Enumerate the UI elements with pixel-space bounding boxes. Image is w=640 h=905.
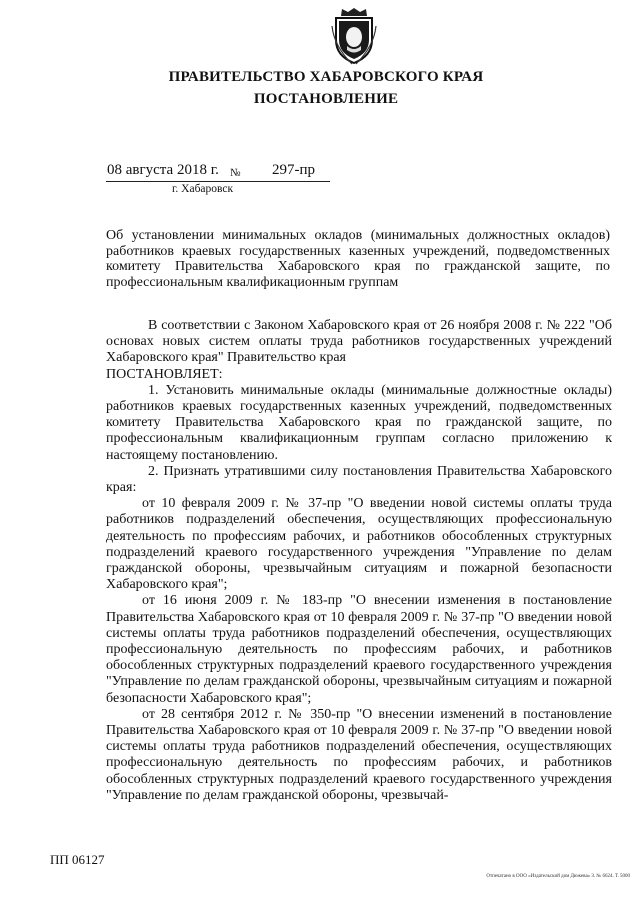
coat-of-arms-icon	[330, 6, 378, 66]
document-number: 297-пр	[272, 162, 316, 178]
date-underline	[106, 181, 330, 182]
printer-note: Отпечатано в ООО «Издательский дом Дюжева» З. № 6624. Т. 5000	[486, 874, 630, 879]
item-2-paragraph: 2. Признать утратившими силу постановления Правительства Хабаровского края:	[106, 463, 612, 496]
resolves-heading: ПОСТАНОВЛЯЕТ:	[106, 366, 223, 382]
document-date: 08 августа 2018 г.	[107, 162, 219, 178]
footer-code: ПП 06127	[50, 852, 105, 867]
government-title: ПРАВИТЕЛЬСТВО ХАБАРОВСКОГО КРАЯ	[168, 69, 484, 85]
document-city: г. Хабаровск	[172, 183, 234, 195]
number-sign: №	[230, 167, 241, 179]
item-1-paragraph: 1. Установить минимальные оклады (минимальные должностные оклады) работников краевых государственных казенных учреждений, подведомственных комитету Правительства Хабаровского края по гражданской защите, по профессиональным квалификационным группам согласно приложению к настоящему постановлению.	[106, 382, 612, 463]
coat-of-arms-graphic	[330, 6, 378, 66]
repealed-decree-3: от 28 сентября 2012 г. № 350-пр "О внесении изменений в постановление Правительства Хабаровского края от 10 февраля 2009 г. № 37-пр "О введении новой системы оплаты труда работников подразделений обеспечения, осуществляющих профессиональную деятельность по профессиям рабочих, и работников обособленных структурных подразделений краевого государственного учреждения "Управление по делам гражданской обороны, чрезвычай-	[106, 706, 612, 803]
repealed-decree-1: от 10 февраля 2009 г. № 37-пр "О введении новой системы оплаты труда работников подразделений обеспечения, осуществляющих профессиональную деятельность по профессиям рабочих, и работников обособленных структурных подразделений краевого государственного учреждения "Управление по делам гражданской обороны, чрезвычайным ситуациям и пожарной безопасности Хабаровского края";	[106, 496, 612, 593]
document-subject: Об установлении минимальных окладов (минимальных должностных окладов) работников краевых государственных казенных учреждений, подведомственных комитету Правительства Хабаровского края по гражданской защите, по профессиональным квалификационным группам	[106, 228, 610, 290]
intro-paragraph: В соответствии с Законом Хабаровского края от 26 ноября 2008 г. № 222 "Об основах новых систем оплаты труда работников государственных учреждений Хабаровского края" Правительство края	[106, 318, 612, 366]
document-type-title: ПОСТАНОВЛЕНИЕ	[253, 91, 399, 107]
document-body	[106, 318, 612, 804]
repealed-decree-2: от 16 июня 2009 г. № 183-пр "О внесении изменения в постановление Правительства Хабаровского края от 10 февраля 2009 г. № 37-пр "О введении новой системы оплаты труда работников подразделений обеспечения, осуществляющих профессиональную деятельность по профессиям рабочих, и работников обособленных структурных подразделений краевого государственного учреждения "Управление по делам гражданской обороны, чрезвычайным ситуациям и пожарной безопасности Хабаровского края";	[106, 593, 612, 706]
